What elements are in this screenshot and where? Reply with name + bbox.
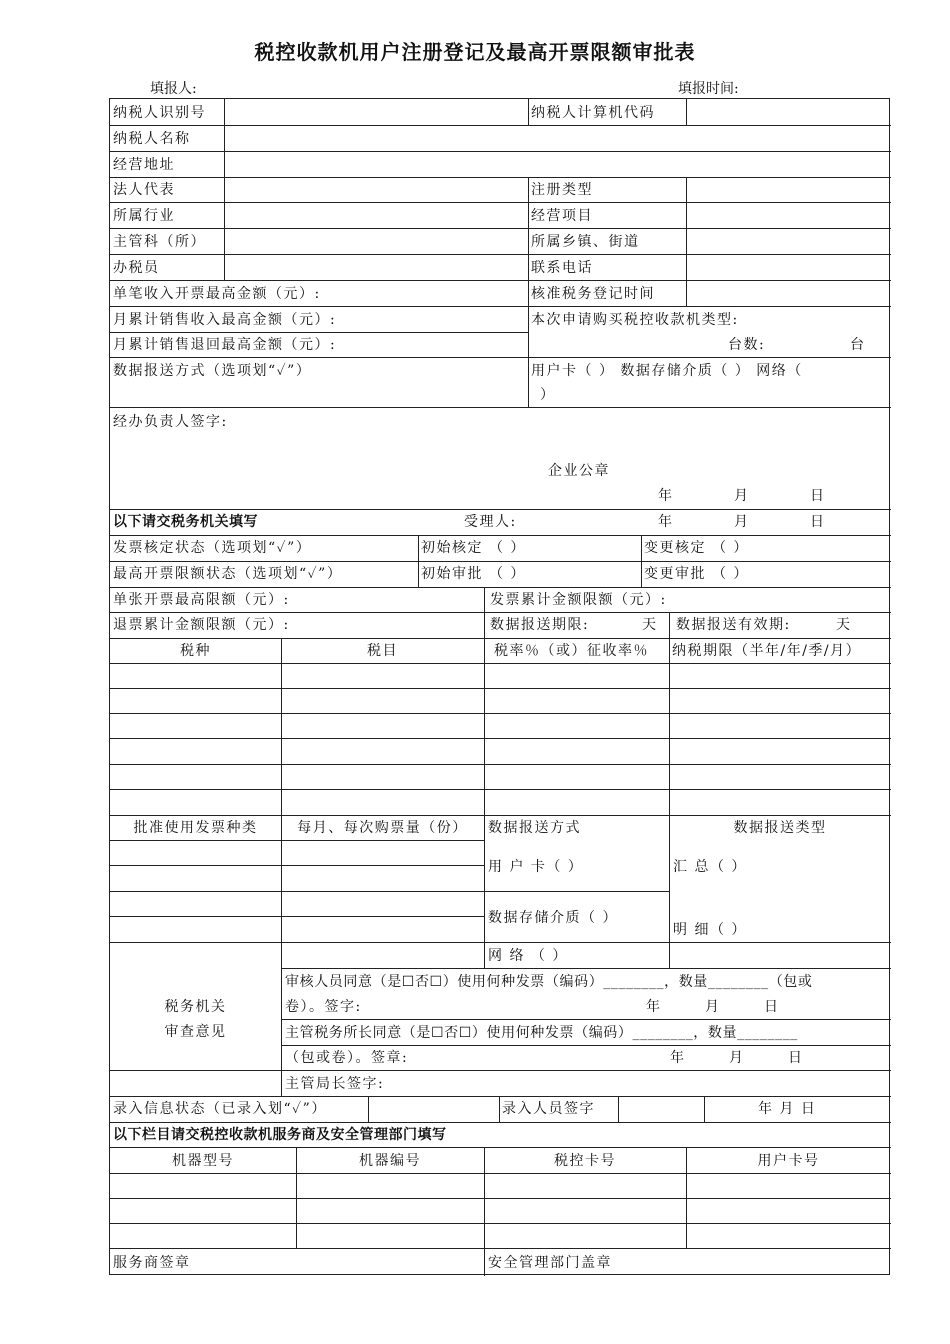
invoice-col-quantity: 每月、每次购票量（份） [297,820,468,836]
table-hline [110,280,891,281]
initial-verify-option: 初始核定 （ ） [421,540,526,556]
township-label: 所属乡镇、街道 [531,234,640,250]
table-vline [484,638,485,968]
review-label-1: 税务机关 [164,999,227,1015]
reviewer-date-day: 日 [764,999,780,1015]
date-day: 日 [810,488,826,504]
report-valid-unit: 天 [836,617,852,633]
table-hline [110,332,528,333]
table-hline [110,587,891,588]
tax-col-rate: 税率％（或）征收率％ [494,643,649,659]
report-valid-label: 数据报送有效期: [676,617,791,633]
table-hline [110,789,891,790]
table-hline [110,688,891,689]
service-section-title: 以下栏目请交税控收款机服务商及安全管理部门填写 [113,1127,447,1143]
provider-sign-label: 服务商签章 [113,1255,191,1271]
table-vline [281,815,282,968]
table-hline [110,840,484,841]
table-vline [224,125,225,177]
computer-code-label: 纳税人计算机代码 [531,105,655,121]
table-vline [499,1096,500,1122]
network-option: 网 络 （ ） [488,948,568,964]
table-vline [641,535,642,587]
count-unit: 台 [850,337,866,353]
change-verify-option: 变更核定 （ ） [644,540,749,556]
machine-model-col: 机器型号 [172,1153,234,1169]
entry-person-label: 录入人员签字 [502,1101,595,1117]
machine-type-label: 本次申请购买税控收款机类型: [531,312,739,328]
table-hline [110,535,891,536]
cumulative-limit-label: 发票累计金额限额（元）: [490,592,667,608]
initial-approve-option: 初始审批 （ ） [421,566,526,582]
table-hline [110,815,891,816]
table-hline [110,1070,891,1071]
table-hline [110,1173,891,1174]
approval-form [109,98,890,1275]
tax-col-item: 税目 [367,643,398,659]
table-hline [110,713,891,714]
chief-sign-label: 主管局长签字: [285,1076,385,1092]
acceptor-date-day: 日 [810,514,826,530]
invoice-col-method: 数据报送方式 [488,820,581,836]
reviewer-date-month: 月 [705,999,721,1015]
table-hline [110,357,891,358]
taxpayer-name-label: 纳税人名称 [113,131,191,147]
filler-label: 填报人: [150,81,197,97]
table-hline [281,968,891,969]
industry-label: 所属行业 [113,208,175,224]
page-title: 税控收款机用户注册登记及最高开票限额审批表 [254,40,696,64]
summary-option: 汇 总（ ） [673,859,747,875]
supervisor-label: 主管科（所） [113,234,206,250]
table-hline [110,228,891,229]
table-hline [110,891,670,892]
table-vline [224,99,225,125]
table-vline [418,535,419,587]
table-vline [669,612,670,638]
table-vline [704,1096,705,1122]
tax-col-period: 纳税期限（半年/年/季/月） [672,643,862,659]
taxpayer-id-label: 纳税人识别号 [113,105,206,121]
refund-limit-label: 退票累计金额限额（元）: [113,617,290,633]
director-date-year: 年 [670,1050,686,1066]
monthly-sales-label: 月累计销售收入最高金额（元）: [113,312,337,328]
director-date-day: 日 [788,1050,804,1066]
acceptor-label: 受理人: [464,514,517,530]
tax-col-type: 税种 [180,643,211,659]
date-month: 月 [734,488,750,504]
table-hline [110,764,891,765]
handler-sign-label: 经办负责人签字: [113,414,228,430]
table-vline [281,968,282,1096]
business-items-label: 经营项目 [531,208,593,224]
change-approve-option: 变更审批 （ ） [644,566,749,582]
reviewer-line1: 审核人员同意（是☐否☐）使用何种发票（编码）________，数量________（包或 [285,974,813,990]
user-card-option: 用 户 卡（ ） [488,859,584,875]
invoice-col-report-type: 数据报送类型 [733,820,827,836]
security-seal-label: 安全管理部门盖章 [488,1255,612,1271]
table-hline [110,1122,891,1123]
table-hline [110,942,891,943]
entry-status-label: 录入信息状态（已录入划“✓”） [113,1101,327,1117]
table-vline [484,587,485,638]
single-limit-label: 单张开票最高限额（元）: [113,592,290,608]
director-line2: （包或卷）。签章: [285,1050,409,1066]
table-vline [618,1096,619,1122]
report-method-label: 数据报送方式（选项划“✓”） [113,363,312,379]
entry-date: 年 月 日 [758,1101,817,1117]
acceptor-date-month: 月 [734,514,750,530]
table-vline [686,177,687,280]
report-period-unit: 天 [642,617,658,633]
fill-time-label: 填报时间: [678,81,739,97]
table-vline [528,99,529,125]
table-vline [281,638,282,815]
table-vline [224,177,225,280]
review-label-2: 审查意见 [164,1024,227,1040]
table-hline [110,561,891,562]
table-hline [110,1096,891,1097]
reg-type-label: 注册类型 [531,182,593,198]
reviewer-date-year: 年 [646,999,662,1015]
table-hline [281,1045,891,1046]
phone-label: 联系电话 [531,260,593,276]
table-hline [110,1223,891,1224]
business-address-label: 经营地址 [113,157,175,173]
table-hline [110,151,891,152]
table-hline [281,1019,891,1020]
table-hline [110,1248,891,1249]
table-vline [368,1096,369,1122]
table-hline [110,1198,891,1199]
table-hline [110,509,891,510]
director-line1: 主管税务所长同意（是☐否☐）使用何种发票（编码）________，数量________ [285,1025,798,1041]
legal-rep-label: 法人代表 [113,182,175,198]
date-year: 年 [658,488,674,504]
report-period-label: 数据报送期限: [490,617,590,633]
reviewer-line2: 卷）。签字: [285,999,362,1015]
table-vline [686,280,687,306]
single-max-label: 单笔收入开票最高金额（元）: [113,286,321,302]
table-hline [110,663,891,664]
table-hline [110,306,891,307]
user-card-col: 用户卡号 [757,1153,820,1169]
table-hline [110,865,484,866]
tax-office-section-title: 以下请交税务机关填写 [113,514,258,530]
machine-number-col: 机器编号 [359,1153,421,1169]
count-label: 台数: [728,337,766,353]
approve-time-label: 核准税务登记时间 [531,286,655,302]
acceptor-date-year: 年 [658,514,674,530]
company-seal-label: 企业公章 [548,463,610,479]
table-vline [686,99,687,125]
table-vline [528,177,529,407]
table-hline [110,254,891,255]
max-limit-status-label: 最高开票限额状态（选项划“✓”） [113,566,343,582]
tax-clerk-label: 办税员 [113,260,160,276]
table-hline [110,202,891,203]
table-hline [110,407,891,408]
detail-option: 明 细（ ） [673,922,747,938]
table-vline [669,638,670,968]
storage-medium-option: 数据存储介质（ ） [488,910,618,926]
report-options-line1: 用户卡（ ） 数据存储介质（ ） 网络（ [531,363,803,379]
invoice-col-type: 批准使用发票种类 [133,820,258,836]
table-hline [110,612,891,613]
tax-card-col: 税控卡号 [554,1153,616,1169]
report-options-line2: ） [540,387,556,403]
director-date-month: 月 [729,1050,745,1066]
table-hline [110,1147,891,1148]
invoice-status-label: 发票核定状态（选项划“✓”） [113,540,312,556]
table-hline [110,177,891,178]
table-hline [110,638,891,639]
monthly-return-label: 月累计销售退回最高金额（元）: [113,337,337,353]
table-hline [110,738,891,739]
table-hline [110,916,484,917]
table-hline [110,125,891,126]
